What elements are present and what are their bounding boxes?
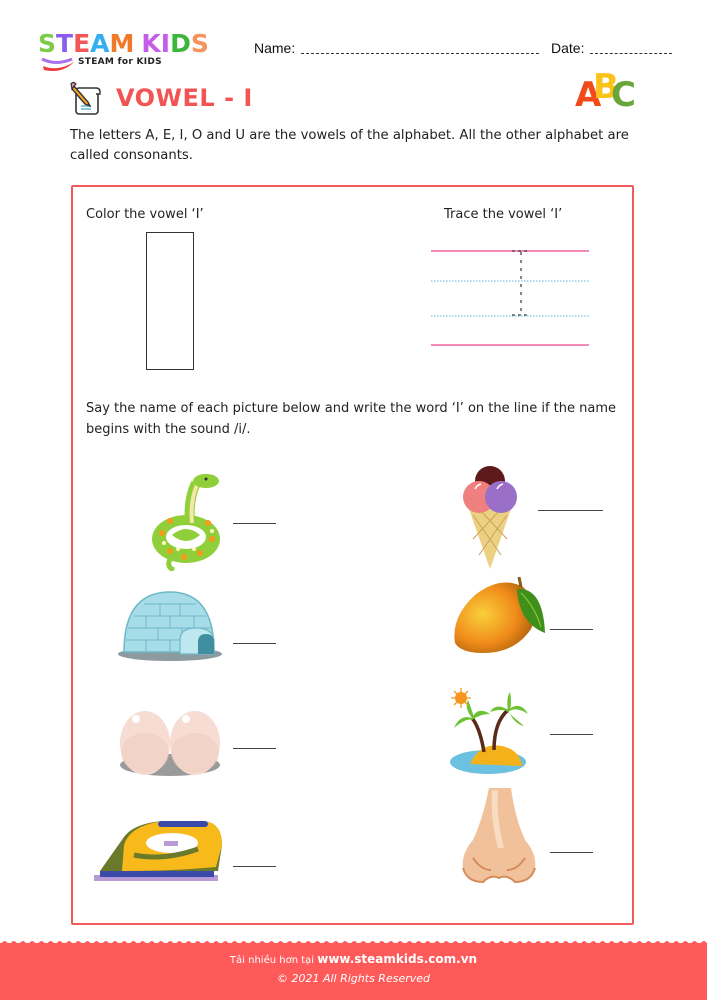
logo-letter: S [38, 29, 57, 58]
eggs-icon [118, 705, 222, 777]
picture-instructions: Say the name of each picture below and write the word ‘I’ on the line if the name begins with the sound /i/. [86, 401, 617, 437]
nose-icon [461, 788, 537, 884]
island-icon [450, 688, 532, 774]
mango-icon [451, 577, 547, 653]
date-label: Date: [551, 40, 585, 56]
logo-letter: K [141, 29, 161, 58]
logo-letter: A [90, 29, 110, 58]
answer-line-mango[interactable] [550, 629, 593, 630]
logo-subtitle: STEAM for KIDS [78, 57, 162, 67]
answer-line-iron[interactable] [233, 866, 276, 867]
answer-line-igloo[interactable] [233, 643, 276, 644]
logo-letter: T [56, 29, 74, 58]
name-input-line[interactable] [301, 53, 539, 54]
footer-download-prefix: Tải nhiều hơn tại [229, 955, 315, 966]
logo-letter: D [170, 29, 191, 58]
name-field[interactable] [254, 40, 539, 56]
trace-vowel-label: Trace the vowel ‘I’ [444, 207, 563, 222]
iron-icon [94, 815, 224, 885]
logo-letter: I [160, 29, 171, 58]
steam-kids-logo [38, 30, 238, 74]
ice-cream-icon [461, 465, 519, 569]
logo-swoosh-icon [40, 56, 76, 74]
date-input-line[interactable] [590, 53, 672, 54]
answer-line-eggs[interactable] [233, 748, 276, 749]
footer-copyright: © 2021 All Rights Reserved [276, 972, 430, 985]
color-vowel-label: Color the vowel ‘I’ [86, 207, 204, 222]
name-label: Name: [254, 40, 296, 56]
snake-icon [150, 473, 222, 571]
footer-website-link[interactable]: www.steamkids.com.vn [317, 952, 478, 966]
answer-line-ice-cream[interactable] [538, 510, 603, 511]
footer-download-text [0, 952, 707, 966]
tracing-guide[interactable] [431, 248, 589, 348]
date-field[interactable] [551, 40, 672, 56]
pencil-paper-icon [70, 80, 104, 118]
logo-letter: S [190, 29, 209, 58]
answer-line-snake[interactable] [233, 523, 276, 524]
answer-line-nose[interactable] [550, 852, 593, 853]
letter-i-coloring-box[interactable] [146, 232, 194, 370]
page-title: VOWEL - I [116, 84, 253, 112]
intro-text: The letters A, E, I, O and U are the vowels of the alphabet. All the other alphabet are called consonants. [70, 128, 629, 163]
answer-line-island[interactable] [550, 734, 593, 735]
logo-letter: M [109, 29, 135, 58]
dashed-letter-i [512, 251, 530, 315]
logo-wordmark [38, 30, 209, 58]
logo-letter: E [73, 29, 91, 58]
igloo-icon [116, 588, 224, 662]
abc-icon: A B C [575, 67, 636, 115]
